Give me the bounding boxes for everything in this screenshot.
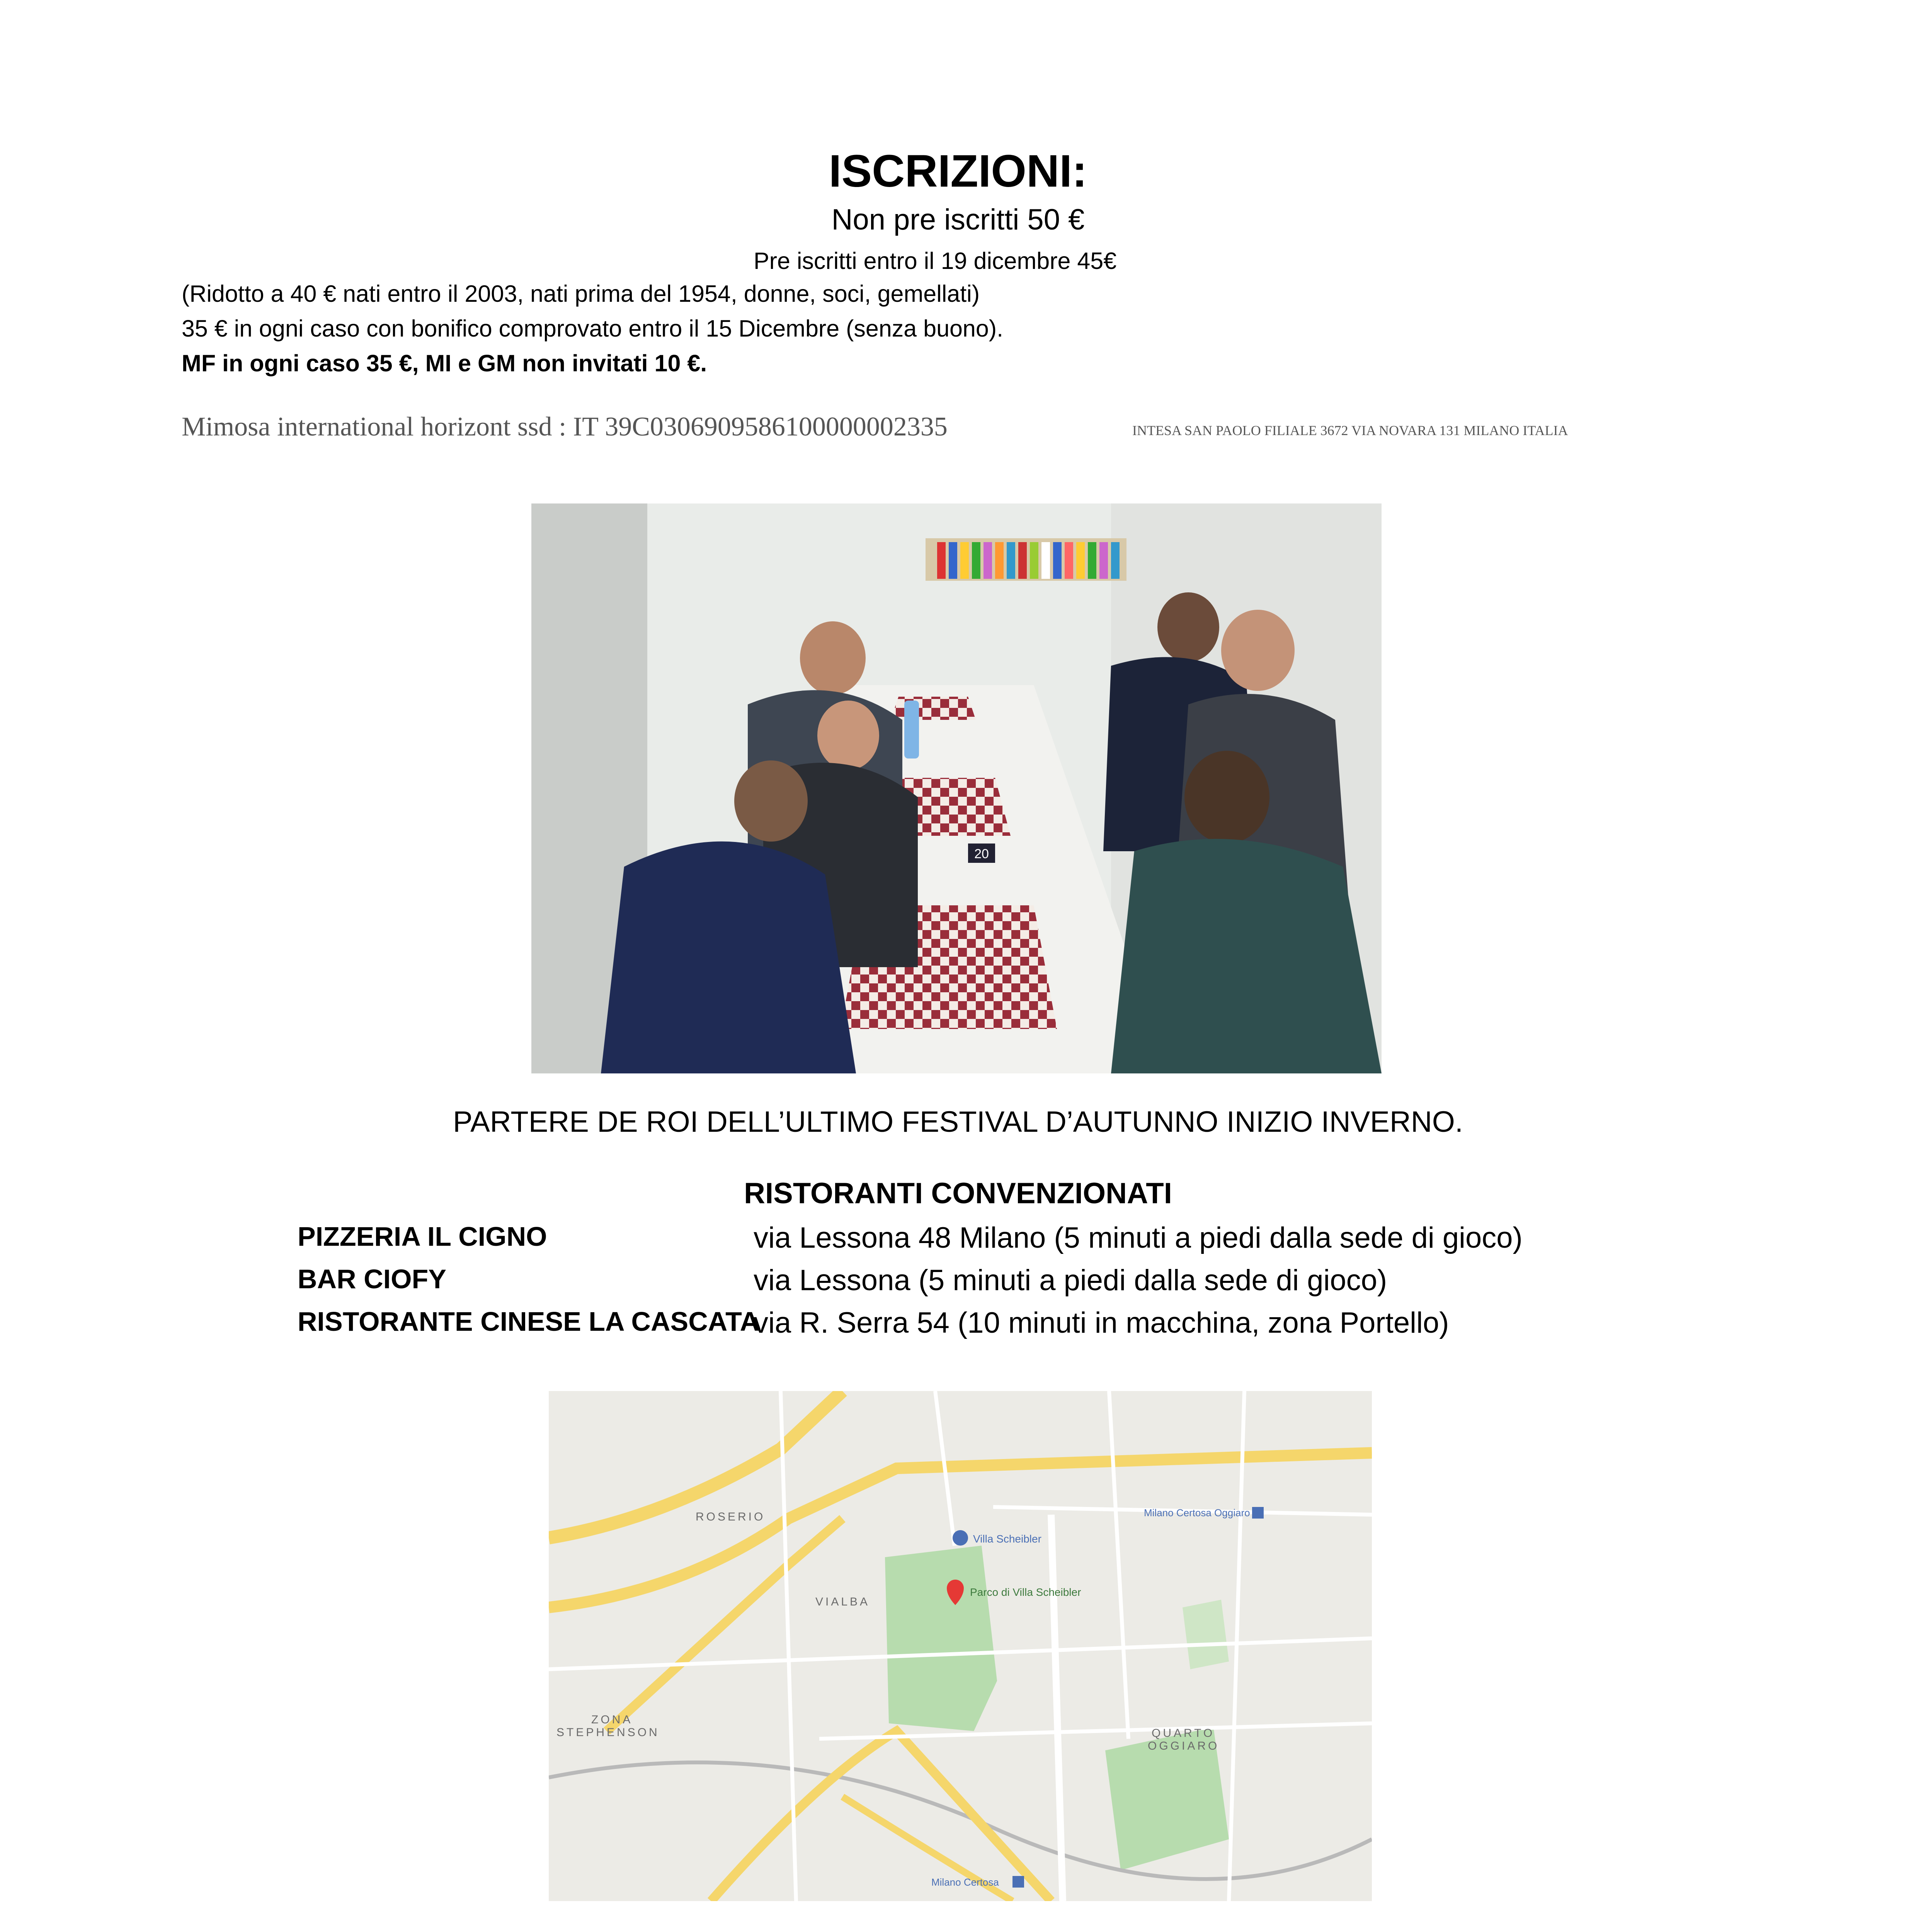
photo-caption: PARTERE DE ROI DELL’ULTIMO FESTIVAL D’AUTUNNO INIZIO INVERNO. (453, 1105, 1463, 1138)
train-station-icon-2 (1012, 1876, 1024, 1888)
map-label-quarto: QUARTO (1152, 1727, 1215, 1740)
restaurant-address-1: via Lessona 48 Milano (5 minuti a piedi dalla sede di gioco) (754, 1221, 1523, 1254)
chess-tournament-photo (531, 503, 1382, 1073)
iscrizioni-title: ISCRIZIONI: (829, 146, 1087, 197)
area-map (549, 1391, 1372, 1901)
map-label-roserio: ROSERIO (696, 1510, 766, 1523)
map-label-station2: Milano Certosa (931, 1876, 999, 1888)
board-number: 20 (974, 847, 989, 861)
map-label-parco: Parco di Villa Scheibler (970, 1586, 1081, 1598)
iscrizioni-pre: Pre iscritti entro il 19 dicembre 45€ (754, 248, 1117, 274)
map-label-stephenson: STEPHENSON (556, 1726, 660, 1739)
restaurant-name-3: RISTORANTE CINESE LA CASCATA (298, 1306, 760, 1337)
restaurant-name-2: BAR CIOFY (298, 1264, 446, 1294)
iscrizioni-non-pre: Non pre iscritti 50 € (831, 203, 1085, 236)
iscrizioni-mf: MF in ogni caso 35 €, MI e GM non invitati 10 €. (182, 350, 707, 376)
ristoranti-title: RISTORANTI CONVENZIONATI (744, 1177, 1172, 1210)
map-label-oggiaro: OGGIARO (1148, 1740, 1220, 1752)
restaurant-address-2: via Lessona (5 minuti a piedi dalla sede di gioco) (754, 1264, 1387, 1297)
map-label-villa: Villa Scheibler (973, 1533, 1041, 1545)
map-label-station1: Milano Certosa Oggiaro (1144, 1507, 1250, 1519)
iscrizioni-ridotto: (Ridotto a 40 € nati entro il 2003, nati prima del 1954, donne, soci, gemellati) (182, 281, 980, 307)
iscrizioni-bonifico: 35 € in ogni caso con bonifico comprovato entro il 15 Dicembre (senza buono). (182, 315, 1004, 342)
bank-branch: INTESA SAN PAOLO FILIALE 3672 VIA NOVARA 131 MILANO ITALIA (1132, 423, 1568, 438)
restaurant-address-3: via R. Serra 54 (10 minuti in macchina, zona Portello) (754, 1306, 1449, 1339)
bank-iban: Mimosa international horizont ssd : IT 39C0306909586100000002335 (182, 412, 948, 442)
train-station-icon (1252, 1507, 1264, 1519)
map-label-zona: ZONA (591, 1713, 633, 1726)
villa-pin-icon (953, 1530, 968, 1546)
map-label-vialba: VIALBA (815, 1595, 870, 1608)
restaurant-name-1: PIZZERIA IL CIGNO (298, 1221, 547, 1252)
